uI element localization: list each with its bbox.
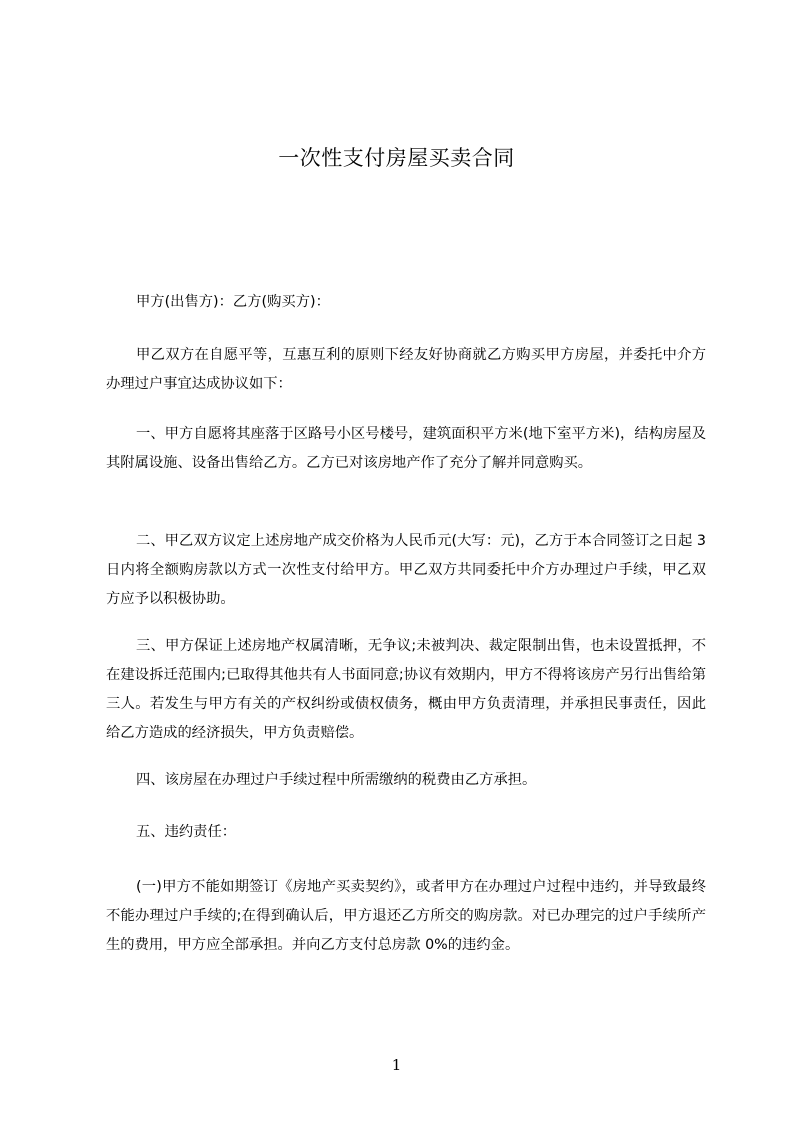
document-title: 一次性支付房屋买卖合同 bbox=[278, 146, 515, 170]
parties-line: 甲方(出售方)：乙方(购买方)： bbox=[136, 294, 330, 310]
clause-5-heading: 五、违约责任： bbox=[136, 824, 237, 840]
clause-1-paragraph: 一、甲方自愿将其座落于区路号小区号楼号，建筑面积平方米(地下室平方米)，结构房屋及其附属设施、设备出售给乙方。乙方已对该房地产作了充分了解并同意购买。 bbox=[106, 426, 706, 471]
clause-2-paragraph: 二、甲乙双方议定上述房地产成交价格为人民币元(大写：元)，乙方于本合同签订之日起 3 日内将全额购房款以方式一次性支付给甲方。甲乙双方共同委托中介方办理过户手续，甲乙双方应予以积极协助。 bbox=[106, 533, 706, 607]
clause-3-paragraph: 三、甲方保证上述房地产权属清晰，无争议;未被判决、裁定限制出售，也未设置抵押，不在建设拆迁范围内;已取得其他共有人书面同意;协议有效期内，甲方不得将该房产另行出售给第三人。若发生与甲方有关的产权纠纷或债权债务，概由甲方负责清理，并承担民事责任，因此给乙方造成的经济损失，甲方负责赔偿。 bbox=[106, 638, 706, 741]
page-number: 1 bbox=[391, 1056, 402, 1074]
clause-4-paragraph: 四、该房屋在办理过户手续过程中所需缴纳的税费由乙方承担。 bbox=[136, 772, 537, 788]
clause-5-1-paragraph: (一)甲方不能如期签订《房地产买卖契约》，或者甲方在办理过户过程中违约，并导致最终不能办理过户手续的;在得到确认后，甲方退还乙方所交的购房款。对已办理完的过户手续所产生的费用，甲方应全部承担。并向乙方支付总房款 0%的违约金。 bbox=[106, 879, 706, 953]
preamble-paragraph: 甲乙双方在自愿平等，互惠互利的原则下经友好协商就乙方购买甲方房屋，并委托中介方办理过户事宜达成协议如下： bbox=[106, 347, 706, 392]
